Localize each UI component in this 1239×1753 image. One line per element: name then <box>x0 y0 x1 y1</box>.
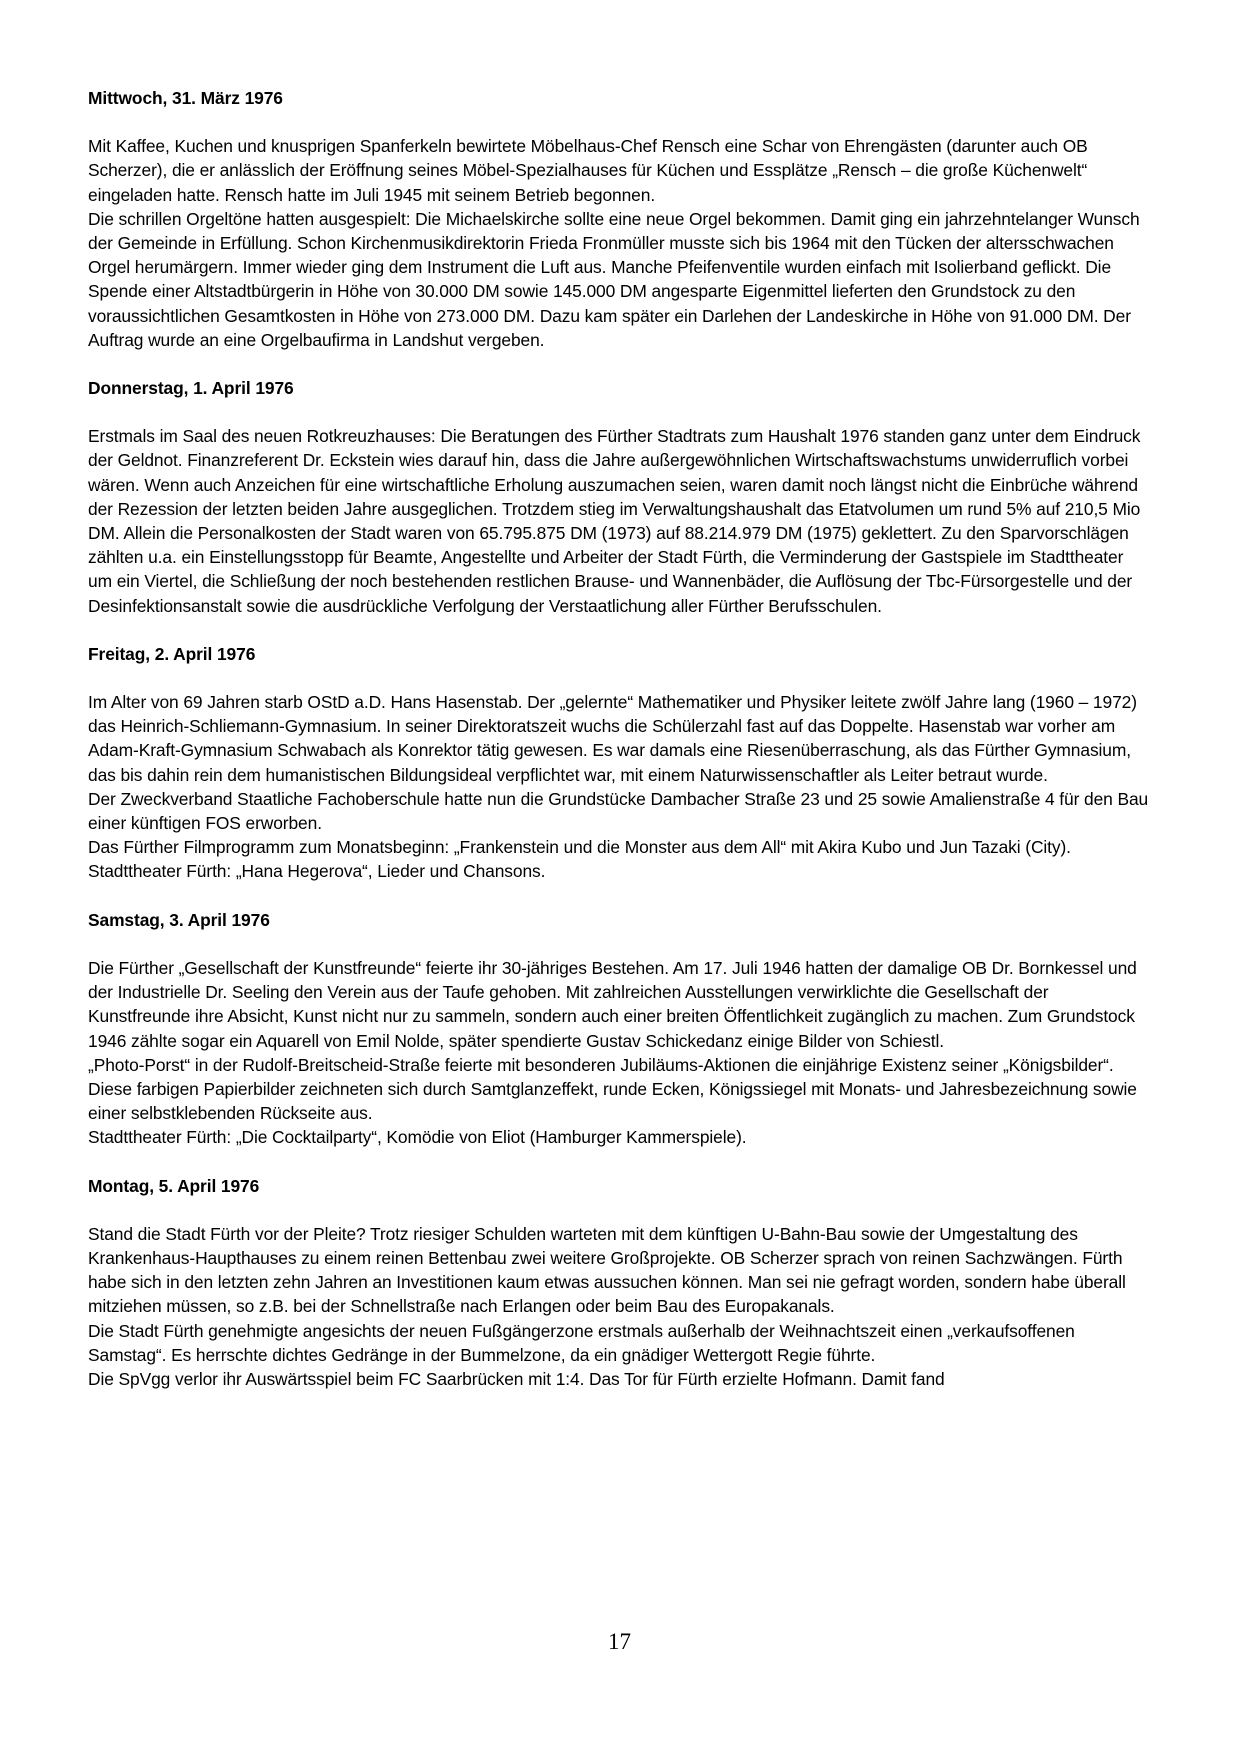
paragraph: Die SpVgg verlor ihr Auswärtsspiel beim FC Saarbrücken mit 1:4. Das Tor für Fürth erzielte Hofmann. Damit fand <box>88 1368 945 1389</box>
paragraph: „Photo-Porst“ in der Rudolf-Breitscheid-Straße feierte mit besonderen Jubiläums-Aktionen die einjährige Existenz seiner „Königsbilder“. Diese farbigen Papierbilder zeichneten sich durch Samtglanzeffekt, runde Ecken, Königssiegel mit Monats- und Jahresbezeichnung sowie einer selbstklebenden Rückseite aus. <box>88 1054 1137 1124</box>
paragraph: Erstmals im Saal des neuen Rotkreuzhauses: Die Beratungen des Fürther Stadtrats zum Haushalt 1976 standen ganz unter dem Eindruck der Geldnot. Finanzreferent Dr. Eckstein wies darauf hin, dass die Jahre außergewöhnlichen Wirtschaftswachstums unwiderruflich vorbei wären. Wenn auch Anzeichen für eine wirtschaftliche Erholung auszumachen seien, waren damit noch längst nicht die Einbrüche während der Rezession der letzten beiden Jahre ausgeglichen. Trotzdem stieg im Verwaltungshaushalt das Etatvolumen um rund 5% auf 210,5 Mio DM. Allein die Personalkosten der Stadt waren von 65.795.875 DM (1973) auf 88.214.979 DM (1975) geklettert. Zu den Sparvorschlägen zählten u.a. ein Einstellungsstopp für Beamte, Angestellte und Arbeiter der Stadt Fürth, die Verminderung der Gastspiele im Stadttheater um ein Viertel, die Schließung der noch bestehenden restlichen Brause- und Wannenbäder, die Auflösung der Tbc-Fürsorgestelle und der Desinfektionsanstalt sowie die ausdrückliche Verfolgung der Verstaatlichung aller Fürther Berufsschulen. <box>88 426 1141 616</box>
entry-montag-5-april <box>88 1174 1150 1392</box>
entry-donnerstag-1-april <box>88 376 1150 618</box>
paragraph: Stadttheater Fürth: „Hana Hegerova“, Lieder und Chansons. <box>88 861 546 882</box>
paragraph: Das Fürther Filmprogramm zum Monatsbeginn: „Frankenstein und die Monster aus dem All“ mit Akira Kubo und Jun Tazaki (City). <box>88 837 1071 858</box>
document-body <box>88 86 1150 1415</box>
entry-mittwoch-31-maerz <box>88 86 1150 352</box>
paragraph: Der Zweckverband Staatliche Fachoberschule hatte nun die Grundstücke Dambacher Straße 23 und 25 sowie Amalienstraße 4 für den Bau einer künftigen FOS erworben. <box>88 788 1149 834</box>
paragraph: Die Fürther „Gesellschaft der Kunstfreunde“ feierte ihr 30-jähriges Bestehen. Am 17. Juli 1946 hatten der damalige OB Dr. Bornkessel und der Industrielle Dr. Seeling den Verein aus der Taufe gehoben. Mit zahlreichen Ausstellungen verwirklichte die Gesellschaft der Kunstfreunde ihre Absicht, Kunst nicht nur zu sammeln, sondern auch einer breiten Öffentlichkeit zugänglich zu machen. Zum Grundstock 1946 zählte sogar ein Aquarell von Emil Nolde, später spendierte Gustav Schickedanz einige Bilder von Schiestl. <box>88 957 1137 1051</box>
date-heading: Mittwoch, 31. März 1976 <box>88 88 283 108</box>
paragraph: Die Stadt Fürth genehmigte angesichts der neuen Fußgängerzone erstmals außerhalb der Weihnachtszeit einen „verkaufsoffenen Samstag“. Es herrschte dichtes Gedränge in der Bummelzone, da ein gnädiger Wettergott Regie führte. <box>88 1320 1075 1365</box>
page-number: 17 <box>608 1629 631 1654</box>
entry-samstag-3-april <box>88 908 1150 1150</box>
date-heading: Montag, 5. April 1976 <box>88 1175 260 1196</box>
paragraph: Im Alter von 69 Jahren starb OStD a.D. Hans Hasenstab. Der „gelernte“ Mathematiker und Physiker leitete zwölf Jahre lang (1960 – 1972) das Heinrich-Schliemann-Gymnasium. In seiner Direktoratszeit wuchs die Schülerzahl fast auf das Doppelte. Hasenstab war vorher am Adam-Kraft-Gymnasium Schwabach als Konrektor tätig gewesen. Es war damals eine Riesenüberraschung, als das Fürther Gymnasium, das bis dahin rein dem humanistischen Bildungsideal verpflichtet war, mit einem Naturwissenschaftler als Leiter betraut wurde. <box>88 692 1137 785</box>
date-heading: Freitag, 2. April 1976 <box>88 643 256 664</box>
paragraph: Mit Kaffee, Kuchen und knusprigen Spanferkeln bewirtete Möbelhaus-Chef Rensch eine Schar von Ehrengästen (darunter auch OB Scherzer), die er anlässlich der Eröffnung seines Möbel-Spezialhauses für Küchen und Essplätze „Rensch – die große Küchenwelt“ eingeladen hatte. Rensch hatte im Juli 1945 mit seinem Betrieb begonnen. <box>88 136 1088 205</box>
entry-freitag-2-april <box>88 642 1150 884</box>
date-heading: Donnerstag, 1. April 1976 <box>88 378 294 399</box>
paragraph: Die schrillen Orgeltöne hatten ausgespielt: Die Michaelskirche sollte eine neue Orgel bekommen. Damit ging ein jahrzehntelanger Wunsch der Gemeinde in Erfüllung. Schon Kirchenmusikdirektorin Frieda Fronmüller musste sich bis 1964 mit den Tücken der altersschwachen Orgel herumärgern. Immer wieder ging dem Instrument die Luft aus. Manche Pfeifenventile wurden einfach mit Isolierband geflickt. Die Spende einer Altstadtbürgerin in Höhe von 30.000 DM sowie 145.000 DM angesparte Eigenmittel lieferten den Grundstock zu den voraussichtlichen Gesamtkosten in Höhe von 273.000 DM. Dazu kam später ein Darlehen der Landeskirche in Höhe von 91.000 DM. Der Auftrag wurde an eine Orgelbaufirma in Landshut vergeben. <box>88 208 1140 350</box>
paragraph: Stadttheater Fürth: „Die Cocktailparty“, Komödie von Eliot (Hamburger Kammerspiele). <box>88 1127 747 1148</box>
paragraph: Stand die Stadt Fürth vor der Pleite? Trotz riesiger Schulden warteten mit dem künftigen U-Bahn-Bau sowie der Umgestaltung des Krankenhaus-Haupthauses zu einem reinen Bettenbau zwei weitere Großprojekte. OB Scherzer sprach von reinen Sachzwängen. Fürth habe sich in den letzten zehn Jahren an Investitionen kaum etwas aussuchen können. Man sei nie gefragt worden, sondern habe überall mitziehen müssen, so z.B. bei der Schnellstraße nach Erlangen oder beim Bau des Europakanals. <box>88 1223 1126 1317</box>
date-heading: Samstag, 3. April 1976 <box>88 909 270 930</box>
